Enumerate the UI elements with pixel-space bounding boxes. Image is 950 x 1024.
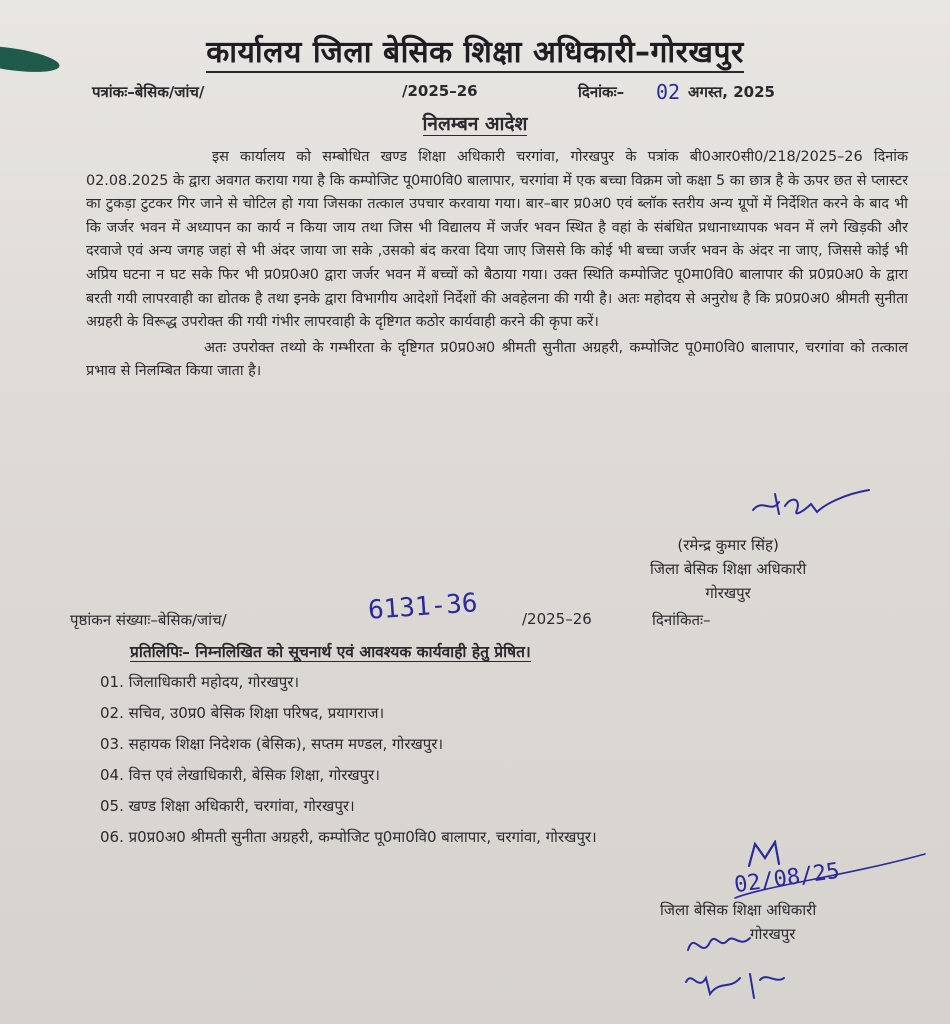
endorsement-year: /2025–26: [522, 610, 592, 628]
handwritten-footer-date: 02/08/25: [732, 858, 842, 899]
signature-block: [650, 533, 806, 605]
signatory-place: गोरखपुर: [705, 584, 751, 602]
footer-signature-scribble: [680, 920, 800, 1010]
list-item: 02. सचिव, उ0प्र0 बेसिक शिक्षा परिषद, प्रयागराज।: [100, 704, 385, 722]
handwritten-date-day: 02: [656, 80, 681, 104]
list-item: 01. जिलाधिकारी महोदय, गोरखपुर।: [100, 673, 300, 691]
body-paragraph-2: अतः उपरोक्त तथ्यो के गम्भीरता के दृष्टिगत प्र0प्र0अ0 श्रीमती सुनीता अग्रहरी, कम्पोजिट पू0मा0वि0 बालापार, चरगांवा को तत्काल प्रभाव से निलम्बित किया जाता है।: [86, 339, 908, 380]
copy-recipient-list: [100, 668, 597, 854]
handwritten-endorsement-number: 6131-36: [367, 588, 479, 626]
endorsement-label: पृष्ठांकन संख्याः–बेसिक/जांच/: [70, 611, 227, 629]
signatory-designation: जिला बेसिक शिक्षा अधिकारी: [650, 560, 807, 578]
date-month-year: अगस्त, 2025: [688, 83, 775, 101]
body-paragraph-1: इस कार्यालय को सम्बोधित खण्ड शिक्षा अधिकारी चरगांवा, गोरखपुर के पत्रांक बी0आर0सी0/218/2025–26 दिनांक 02.08.2025 के द्वारा अवगत कराया गया है कि कम्पोजिट पू0मा0वि0 बालापार, चरगांवा में एक बच्चा विक्रम जो कक्षा 5 का छात्र है के ऊपर छत से प्लास्टर का टुकड़ा टुटकर गिर जाने से चोटिल हो गया जिसका तत्काल उपचार करवाया गया। बार–बार प्र0अ0 एवं ब्लॉक स्तरीय अन्य ग्रूपों में निर्देशित करने के बाद भी कि जर्जर भवन में अध्यापन का कार्य न किया जाय तथा जिस भी विद्यालय में जर्जर भवन स्थित है वहां के संबंधित प्रधानाध्यापक भवन में लगे खिड़की और दरवाजे एवं अन्य जगह जहां से भी अंदर जाया जा सके ,उसको बंद करवा दिया जाए जिससे कि कोई भी बच्चा जर्जर भवन के अंदर ना जाए, जिससे कोई भी अप्रिय घटना न घट सके फिर भी प्र0प्र0अ0 द्वारा जर्जर भवन में बच्चों को बैठाया गया। उक्त स्थिति कम्पोजिट पू0मा0वि0 बालापार की प्र0प्र0अ0 के द्वारा बरती गयी लापरवाही का द्योतक है तथा इनके द्वारा विभागीय आदेशों निर्देशों की अवहेलना की गयी है। अतः महोदय से अनुरोध है कि प्र0प्र0अ0 श्रीमती सुनीता अग्रहरी के विरूद्ध उपरोक्त की गयी गंभीर लापरवाही के दृष्टिगत कठोर कार्यवाही करने की कृपा करें।: [86, 149, 908, 331]
list-item: 04. वित्त एवं लेखाधिकारी, बेसिक शिक्षा, गोरखपुर।: [100, 766, 380, 784]
office-title: कार्यालय जिला बेसिक शिक्षा अधिकारी–गोरखपुर: [0, 30, 950, 71]
reference-number: पत्रांकः–बेसिक/जांच/: [92, 83, 205, 101]
list-item: 06. प्र0प्र0अ0 श्रीमती सुनीता अग्रहरी, कम्पोजिट पू0मा0वि0 बालापार, चरगांवा, गोरखपुर।: [100, 828, 597, 846]
order-heading: निलम्बन आदेश: [422, 113, 528, 135]
signatory-name: (रमेन्द्र कुमार सिंह): [677, 536, 779, 554]
reference-year: /2025–26: [402, 82, 478, 100]
footer-place: गोरखपुर: [750, 925, 796, 943]
list-item: 05. खण्ड शिक्षा अधिकारी, चरगांवा, गोरखपुर।: [100, 797, 355, 815]
officer-signature-scribble: [745, 484, 875, 526]
date-label: दिनांकः–: [578, 83, 625, 101]
copy-heading: प्रतिलिपिः– निम्नलिखित को सूचनार्थ एवं आवश्यक कार्यवाही हेतु प्रेषित।: [130, 643, 531, 661]
list-item: 03. सहायक शिक्षा निदेशक (बेसिक), सप्तम मण्डल, गोरखपुर।: [100, 735, 444, 753]
endorsement-date-label: दिनांकितः–: [652, 611, 711, 629]
footer-designation: जिला बेसिक शिक्षा अधिकारी: [660, 901, 817, 919]
order-body: [86, 146, 908, 384]
